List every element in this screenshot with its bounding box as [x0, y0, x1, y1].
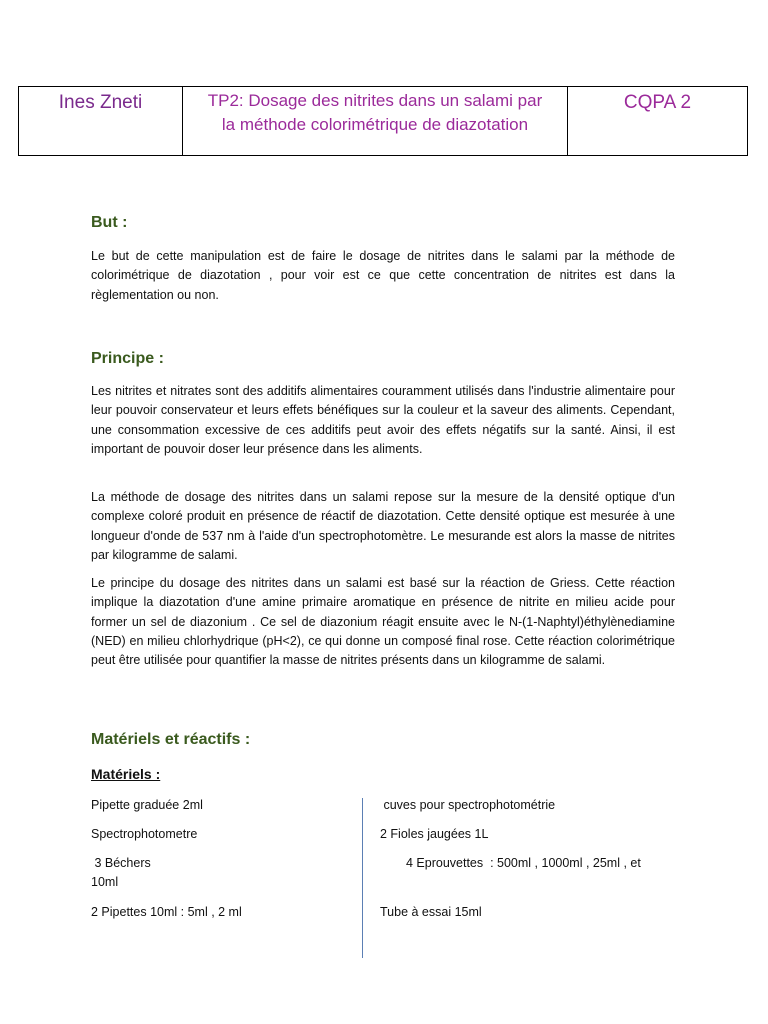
material-item: cuves pour spectrophotométrie	[380, 798, 556, 812]
material-item: Tube à essai 15ml	[380, 905, 482, 919]
material-item: 4 Eprouvettes : 500ml , 1000ml , 25ml , et	[406, 856, 641, 870]
class-label: CQPA 2	[623, 92, 692, 113]
material-item: 3 Béchers	[91, 856, 151, 870]
material-item: Spectrophotometre	[91, 827, 198, 841]
materiels-subheading: Matériels :	[91, 766, 161, 782]
but-heading: But :	[91, 214, 128, 231]
title-cell	[183, 87, 568, 156]
material-item: 2 Fioles jaugées 1L	[380, 827, 489, 841]
doc-title-line1: TP2: Dosage des nitrites dans un salami par	[207, 91, 543, 110]
material-item: 2 Pipettes 10ml : 5ml , 2 ml	[91, 905, 242, 919]
materiels-heading: Matériels et réactifs :	[91, 731, 251, 748]
author-cell	[19, 87, 183, 156]
author-name: Ines Zneti	[58, 92, 143, 113]
column-divider	[362, 798, 363, 958]
material-item: 10ml	[91, 875, 119, 889]
principe-paragraph-2: La méthode de dosage des nitrites dans un salami repose sur la mesure de la densité optique d'un complexe coloré produit en présence de réactif de diazotation. Cette densité optique est mesurée à une longueur d'onde de 537 nm à l'aide d'un spectrophotomètre. Le mesurande est alors la masse de nitrites par kilogramme de salami.	[91, 490, 675, 562]
principe-heading: Principe :	[91, 350, 164, 367]
material-item: Pipette graduée 2ml	[91, 798, 203, 812]
but-paragraph: Le but de cette manipulation est de faire le dosage de nitrites dans le salami par la méthode de colorimétrique de diazotation , pour voir est ce que cette concentration de nitrites est dans la règlementation ou non.	[91, 249, 675, 302]
principe-paragraph-1: Les nitrites et nitrates sont des additifs alimentaires couramment utilisés dans l'industrie alimentaire pour leur pouvoir conservateur et leurs effets bénéfiques sur la couleur et la saveur des aliments. Cependant, une consommation excessive de ces additifs peut avoir des effets négatifs sur la santé. Ainsi, il est important de pouvoir doser leur présence dans les aliments.	[91, 384, 675, 456]
principe-paragraph-3: Le principe du dosage des nitrites dans un salami est basé sur la réaction de Griess. Cette réaction implique la diazotation d'une amine primaire aromatique en présence de nitrite en milieu acide pour former un sel de diazonium . Ce sel de diazonium réagit ensuite avec le N-(1-Naphtyl)éthylènediamine (NED) en milieu chlorhydrique (pH<2), ce qui donne un composé final rose. Cette réaction colorimétrique peut être utilisée pour quantifier la masse de nitrites présents dans un kilogramme de salami.	[91, 576, 675, 668]
doc-title-line2: la méthode colorimétrique de diazotation	[221, 115, 529, 134]
header-table	[18, 86, 748, 156]
class-cell	[568, 87, 748, 156]
